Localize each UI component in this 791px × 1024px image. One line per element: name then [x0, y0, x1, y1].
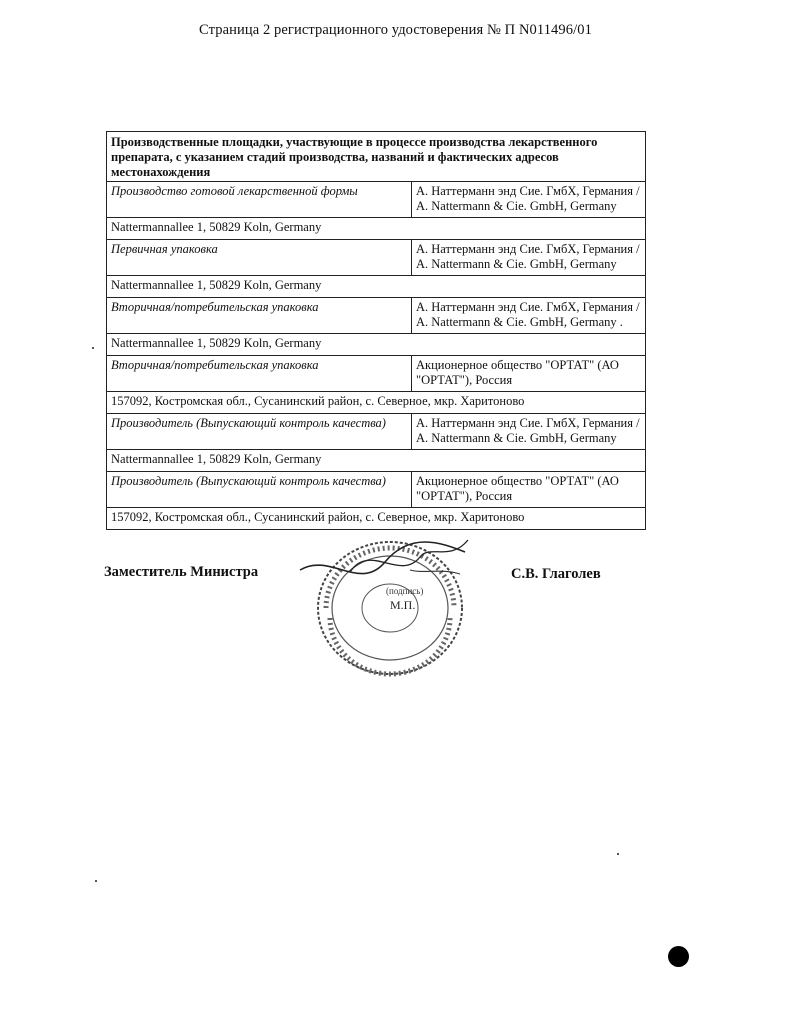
signatory-position: Заместитель Министра — [104, 564, 259, 580]
table-row — [107, 276, 646, 298]
stage-cell: Производство готовой лекарственной формы — [107, 182, 412, 218]
company-cell: А. Наттерманн энд Сие. ГмбХ, Германия / A. Nattermann & Cie. GmbH, Germany . — [412, 298, 646, 334]
table-title: Производственные площадки, участвующие в процессе производства лекарственного препарата, с указанием стадий производства, названий и фактических адресов местонахождения — [107, 132, 646, 182]
page-header: Страница 2 регистрационного удостоверения № П N011496/01 — [199, 22, 592, 38]
address-cell: Nattermannallee 1, 50829 Koln, Germany — [107, 450, 646, 472]
address-cell: Nattermannallee 1, 50829 Koln, Germany — [107, 276, 646, 298]
table-row — [107, 298, 646, 334]
table-row — [107, 472, 646, 508]
address-cell: 157092, Костромская обл., Сусанинский район, с. Северное, мкр. Харитоново — [107, 508, 646, 530]
table-title-row — [107, 132, 646, 182]
scan-speck — [92, 347, 94, 349]
seal-graphic — [290, 522, 470, 682]
address-cell: Nattermannallee 1, 50829 Koln, Germany — [107, 334, 646, 356]
stage-cell: Первичная упаковка — [107, 240, 412, 276]
scan-speck — [617, 853, 619, 855]
seal-label: М.П. — [390, 598, 416, 612]
address-cell: 157092, Костромская обл., Сусанинский район, с. Северное, мкр. Харитоново — [107, 392, 646, 414]
production-sites-table — [106, 131, 646, 530]
corner-dot — [668, 946, 689, 967]
company-cell: Акционерное общество "ОРТАТ" (АО "ОРТАТ"), Россия — [412, 472, 646, 508]
table-row — [107, 240, 646, 276]
address-cell: Nattermannallee 1, 50829 Koln, Germany — [107, 218, 646, 240]
stage-cell: Производитель (Выпускающий контроль качества) — [107, 414, 412, 450]
table-row — [107, 392, 646, 414]
company-cell: А. Наттерманн энд Сие. ГмбХ, Германия / A. Nattermann & Cie. GmbH, Germany — [412, 240, 646, 276]
table-row — [107, 450, 646, 472]
table-row — [107, 218, 646, 240]
official-seal — [290, 522, 470, 682]
table-row — [107, 414, 646, 450]
table-row — [107, 182, 646, 218]
stage-cell: Вторичная/потребительская упаковка — [107, 356, 412, 392]
signature-label: (подпись) — [386, 586, 424, 596]
table-row — [107, 356, 646, 392]
company-cell: А. Наттерманн энд Сие. ГмбХ, Германия / A. Nattermann & Cie. GmbH, Germany — [412, 182, 646, 218]
company-cell: Акционерное общество "ОРТАТ" (АО "ОРТАТ"), Россия — [412, 356, 646, 392]
signatory-name: С.В. Глаголев — [511, 566, 601, 582]
stage-cell: Вторичная/потребительская упаковка — [107, 298, 412, 334]
table-row — [107, 334, 646, 356]
scan-speck — [95, 880, 97, 882]
stage-cell: Производитель (Выпускающий контроль качества) — [107, 472, 412, 508]
company-cell: А. Наттерманн энд Сие. ГмбХ, Германия / A. Nattermann & Cie. GmbH, Germany — [412, 414, 646, 450]
